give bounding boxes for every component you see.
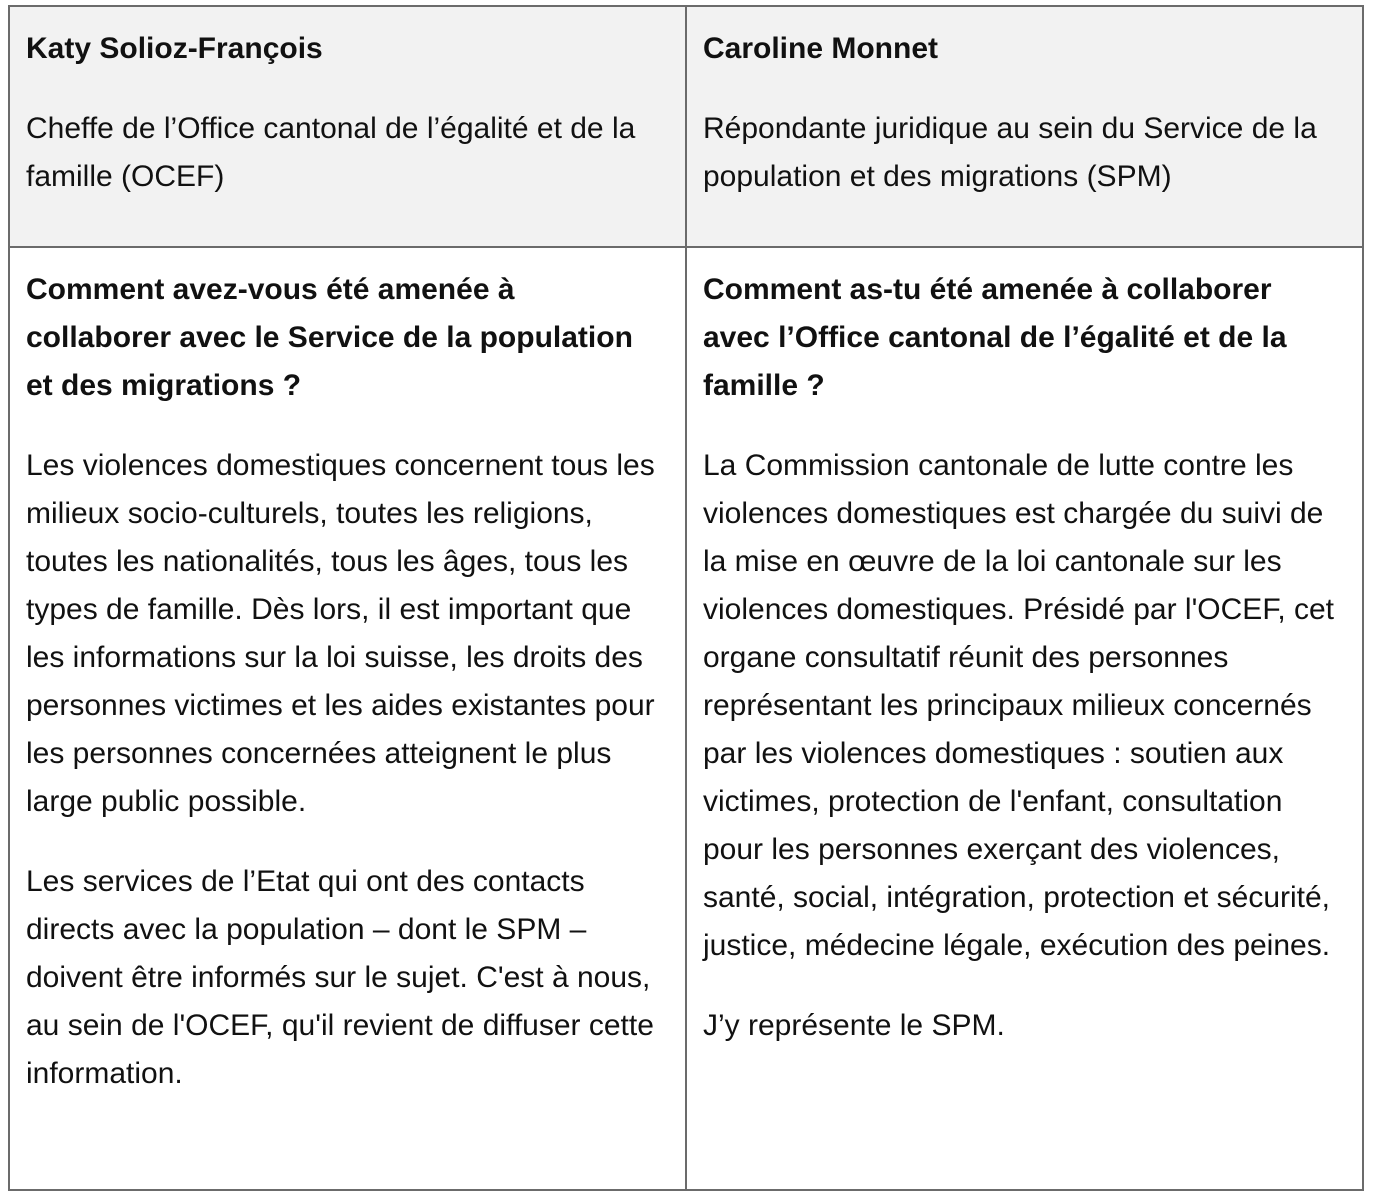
right-header-cell bbox=[686, 6, 1363, 247]
right-answer-paragraph-1: La Commission cantonale de lutte contre les violences domestiques est chargée du suivi de la mise en œuvre de la loi cantonale sur les violences domestiques. Présidé par l'OCEF, cet organe consultatif réunit des personnes représentant les principaux milieux concernés par les violences domestiques : soutien aux victimes, protection de l'enfant, consultation pour les personnes exerçant des violences, santé, social, intégration, protection et sécurité, justice, médecine légale, exécution des peines. bbox=[703, 449, 1335, 962]
right-person-name: Caroline Monnet bbox=[703, 32, 939, 65]
left-answer-paragraph-1: Les violences domestiques concernent tous les milieux socio-culturels, toutes les religions, toutes les nationalités, tous les âges, tous les types de famille. Dès lors, il est important que les informations sur la loi suisse, les droits des personnes victimes et les aides existantes pour les personnes concernées atteignent le plus large public possible. bbox=[26, 449, 655, 818]
left-person-role: Cheffe de l’Office cantonal de l’égalité et de la famille (OCEF) bbox=[26, 112, 636, 193]
left-question: Comment avez-vous été amenée à collaborer avec le Service de la population et des migrations ? bbox=[26, 273, 633, 402]
right-question: Comment as-tu été amenée à collaborer avec l’Office cantonal de l’égalité et de la famille ? bbox=[703, 273, 1287, 402]
left-person-name: Katy Solioz-François bbox=[26, 32, 323, 65]
right-answer-paragraph-2: J’y représente le SPM. bbox=[703, 1009, 1005, 1042]
interview-table bbox=[8, 5, 1364, 1191]
left-answer-paragraph-2: Les services de l’Etat qui ont des contacts directs avec la population – dont le SPM – doivent être informés sur le sujet. C'est à nous, au sein de l'OCEF, qu'il revient de diffuser cette information. bbox=[26, 865, 654, 1090]
left-header-cell bbox=[9, 6, 686, 247]
right-person-role: Répondante juridique au sein du Service de la population et des migrations (SPM) bbox=[703, 112, 1317, 193]
header-row bbox=[9, 6, 1363, 247]
left-body-cell bbox=[9, 247, 686, 1190]
body-row bbox=[9, 247, 1363, 1190]
right-body-cell bbox=[686, 247, 1363, 1190]
